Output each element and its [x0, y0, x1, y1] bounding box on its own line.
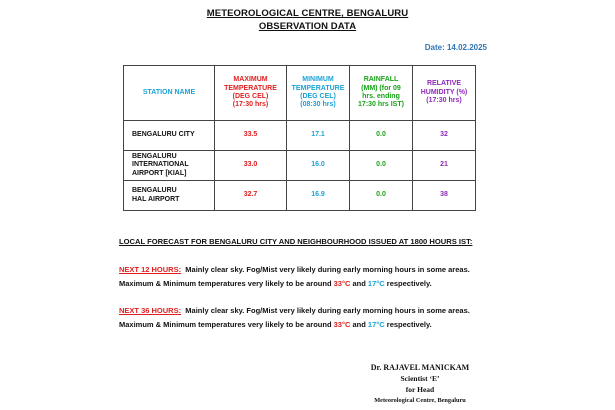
forecast-line	[119, 304, 470, 318]
signatory-office: Meteorological Centre, Bengaluru	[374, 397, 466, 404]
humidity-value: 32	[413, 121, 476, 151]
header-humidity	[413, 66, 476, 121]
header-rainfall	[350, 66, 413, 121]
station-line: HAL AIRPORT	[132, 195, 180, 203]
header-line: (DEG CEL)	[232, 93, 269, 100]
header-line: RAINFALL	[363, 76, 399, 84]
header-line: MINIMUM	[302, 76, 334, 84]
header-station-label: STATION NAME	[142, 88, 196, 96]
header-line: hrs. ending	[362, 93, 400, 100]
station-line: AIRPORT [KIAL]	[132, 169, 187, 177]
forecast-text: Mainly clear sky. Fog/Mist very likely during early morning hours in some areas.	[185, 265, 470, 274]
header-min-temp	[287, 66, 350, 121]
forecast-period-label: NEXT 12 HOURS:	[119, 265, 182, 274]
station-name	[124, 151, 215, 181]
forecast-12-hours	[119, 263, 470, 291]
rainfall-value: 0.0	[350, 181, 413, 211]
table-header-row	[124, 66, 476, 121]
humidity-value: 38	[413, 181, 476, 211]
forecast-heading: LOCAL FORECAST FOR BENGALURU CITY AND NEIGHBOURHOOD ISSUED AT 1800 HOURS IST:	[119, 237, 473, 246]
header-line: TEMPERATURE	[291, 84, 345, 92]
header-line: HUMIDITY (%)	[420, 88, 468, 96]
forecast-max-temp: 33°C	[333, 320, 351, 329]
station-name	[124, 181, 215, 211]
forecast-max-temp: 33°C	[333, 279, 351, 288]
min-temp-value: 16.0	[287, 151, 350, 181]
forecast-text: and	[350, 279, 368, 288]
min-temp-value: 16.9	[287, 181, 350, 211]
forecast-period-label: NEXT 36 HOURS:	[119, 306, 182, 315]
forecast-text: Maximum & Minimum temperatures very likely to be around	[119, 279, 334, 288]
forecast-36-hours	[119, 304, 470, 332]
header-line: (17:30 hrs)	[232, 101, 269, 109]
signatory-name: Dr. RAJAVEL MANICKAM	[370, 363, 470, 372]
signature-block	[340, 362, 500, 406]
rainfall-value: 0.0	[350, 121, 413, 151]
forecast-text: respectively.	[384, 279, 432, 288]
header-line: RELATIVE	[426, 80, 462, 88]
header-line: (DEG CEL)	[300, 93, 336, 100]
table-row	[124, 151, 476, 181]
header-station-name	[124, 66, 215, 121]
header-line: (MM) (for 09	[361, 84, 401, 92]
forecast-text: and	[350, 320, 368, 329]
table-row	[124, 181, 476, 211]
signatory-designation: Scientist ‘E’	[400, 374, 440, 383]
humidity-value: 21	[413, 151, 476, 181]
table-row	[124, 121, 476, 151]
forecast-text: Mainly clear sky. Fog/Mist very likely during early morning hours in some areas.	[185, 306, 470, 315]
header-line: TEMPERATURE	[224, 84, 277, 92]
header-line: (17:30 hrs)	[426, 97, 462, 105]
report-date: Date: 14.02.2025	[424, 43, 487, 52]
max-temp-value: 33.0	[215, 151, 287, 181]
min-temp-value: 17.1	[287, 121, 350, 151]
rainfall-value: 0.0	[350, 151, 413, 181]
header-line: 17:30 hrs IST)	[358, 101, 404, 109]
report-subtitle: OBSERVATION DATA	[258, 21, 357, 32]
forecast-line	[119, 263, 470, 277]
forecast-line	[119, 277, 470, 291]
forecast-text: Maximum & Minimum temperatures very likely to be around	[119, 320, 334, 329]
max-temp-value: 33.5	[215, 121, 287, 151]
station-name	[124, 121, 215, 151]
header-max-temp	[215, 66, 287, 121]
station-line: BENGALURU	[132, 187, 177, 195]
station-line: BENGALURU CITY	[132, 131, 195, 139]
signatory-for: for Head	[405, 385, 435, 394]
station-line: BENGALURU	[132, 152, 177, 160]
observation-table	[123, 65, 476, 211]
forecast-text: respectively.	[384, 320, 432, 329]
header-line: (08:30 hrs)	[300, 101, 336, 109]
forecast-min-temp: 17°C	[367, 279, 385, 288]
forecast-line	[119, 318, 470, 332]
report-title: METEOROLOGICAL CENTRE, BENGALURU	[206, 8, 409, 19]
forecast-min-temp: 17°C	[367, 320, 385, 329]
max-temp-value: 32.7	[215, 181, 287, 211]
header-line: MAXIMUM	[233, 76, 268, 84]
station-line: INTERNATIONAL	[132, 161, 189, 169]
